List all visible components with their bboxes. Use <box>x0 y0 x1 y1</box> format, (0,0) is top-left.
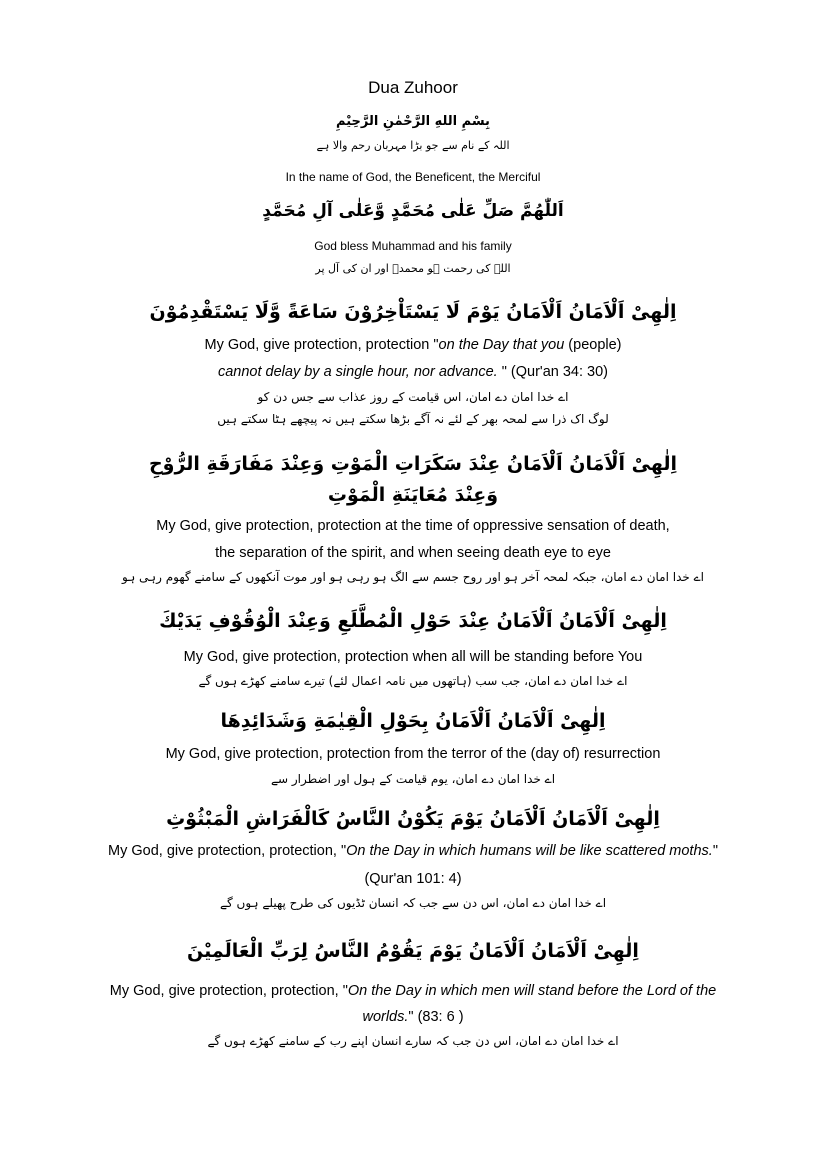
verse2-arabic-line2: وَعِنْدَ مُعَايَنَةِ الْمَوْتِ <box>327 484 499 506</box>
bismillah-urdu: اللہ کے نام سے جو بڑا مہربان رحم والا ہے <box>316 139 510 152</box>
page-title: Dua Zuhoor <box>368 78 458 97</box>
verse4-urdu: اے خدا امان دے امان، یوم قیامت کے ہول اور اضطرار سے <box>270 772 556 786</box>
bismillah-english: In the name of God, the Beneficent, the Merciful <box>285 170 541 184</box>
verse2-urdu: اے خدا امان دے امان، جبکہ لمحہ آخر ہو اور روح جسم سے الگ ہو رہی ہو اور موت آنکھوں کے سامنے گھوم رہی ہو <box>122 570 704 584</box>
verse1-urdu-line2: لوگ اک ذرا سے لمحہ بھر کے لئے نہ آگے بڑھا سکتے ہیں نہ پیچھے ہٹا سکتے ہیں <box>217 412 609 426</box>
verse1-english-line1: My God, give protection, protection "on the Day that you (people) <box>204 337 622 353</box>
verse2-english-line1: My God, give protection, protection at the time of oppressive sensation of death, <box>156 518 670 534</box>
verse5-reference: (Qur'an 101: 4) <box>364 871 462 887</box>
bismillah-arabic: بِسْمِ اللهِ الرَّحْمٰنِ الرَّحِيْمِ <box>336 114 490 129</box>
verse6-english-line1: My God, give protection, protection, "On the Day in which men will stand before the Lord of the <box>109 983 717 999</box>
verse1-arabic: اِلٰهِىْ اَلْاَمَانُ اَلْاَمَانُ يَوْمَ لَا يَسْتَاْخِرُوْنَ سَاعَةً وَّلَا يَسْتَقْدِمُوْنَ <box>149 301 677 323</box>
verse5-english: My God, give protection, protection, "On the Day in which humans will be like scattered moths." <box>108 843 718 859</box>
verse6-english-line2: worlds." (83: 6 ) <box>362 1009 464 1025</box>
verse3-urdu: اے خدا امان دے امان، جب سب (ہاتھوں میں نامہ اعمال لئے) تیرے سامنے کھڑے ہوں گے <box>198 674 628 688</box>
verse2-arabic-line1: اِلٰهِىْ اَلْاَمَانُ اَلْاَمَانُ عِنْدَ سَكَرَاتِ الْمَوْتِ وَعِنْدَ مَفَارَقَةِ الرُّوْحِ <box>148 453 678 475</box>
verse5-urdu: اے خدا امان دے امان، اس دن سے جب کہ انسان ٹڈیوں کی طرح پھیلے ہوں گے <box>219 896 607 910</box>
salawat-arabic: اَللّٰهُمَّ صَلِّ عَلٰى مُحَمَّدٍ وَّعَلٰى آلِ مُحَمَّدٍ <box>262 201 564 221</box>
verse4-arabic: اِلٰهِىْ اَلْاَمَانُ اَلْاَمَانُ بِحَوْلِ الْقِيٰمَةِ وَشَدَائِدِهَا <box>220 710 606 732</box>
verse6-arabic: اِلٰهِىْ اَلْاَمَانُ اَلْاَمَانُ يَوْمَ يَقُوْمُ النَّاسُ لِرَبِّ الْعَالَمِيْنَ <box>187 940 639 962</box>
verse4-english: My God, give protection, protection from the terror of the (day of) resurrection <box>165 746 661 762</box>
verse1-english-line2: cannot delay by a single hour, nor advance. " (Qur'an 34: 30) <box>217 364 608 380</box>
salawat-urdu: اللہ کی رحمت ہو محمدؐ اور ان کی آل پر <box>315 262 511 275</box>
verse6-urdu: اے خدا امان دے امان، اس دن جب کہ سارے انسان اپنے رب کے سامنے کھڑے ہوں گے <box>207 1034 619 1048</box>
verse5-arabic: اِلٰهِىْ اَلْاَمَانُ اَلْاَمَانُ يَوْمَ يَكُوْنُ النَّاسُ كَالْفَرَاشِ الْمَبْثُوْثِ <box>166 808 660 830</box>
verse2-english-line2: the separation of the spirit, and when seeing death eye to eye <box>215 545 611 561</box>
verse3-english: My God, give protection, protection when all will be standing before You <box>183 649 643 665</box>
verse1-urdu-line1: اے خدا امان دے امان، اس قیامت کے روز عذاب سے جس دن کو <box>257 390 569 404</box>
salawat-english: God bless Muhammad and his family <box>314 239 512 253</box>
verse3-arabic: اِلٰهِىْ اَلْاَمَانُ اَلْاَمَانُ عِنْدَ حَوْلِ الْمُطَّلَعِ وَعِنْدَ الْوُقُوْفِ يَدَيْكَ <box>159 610 667 632</box>
